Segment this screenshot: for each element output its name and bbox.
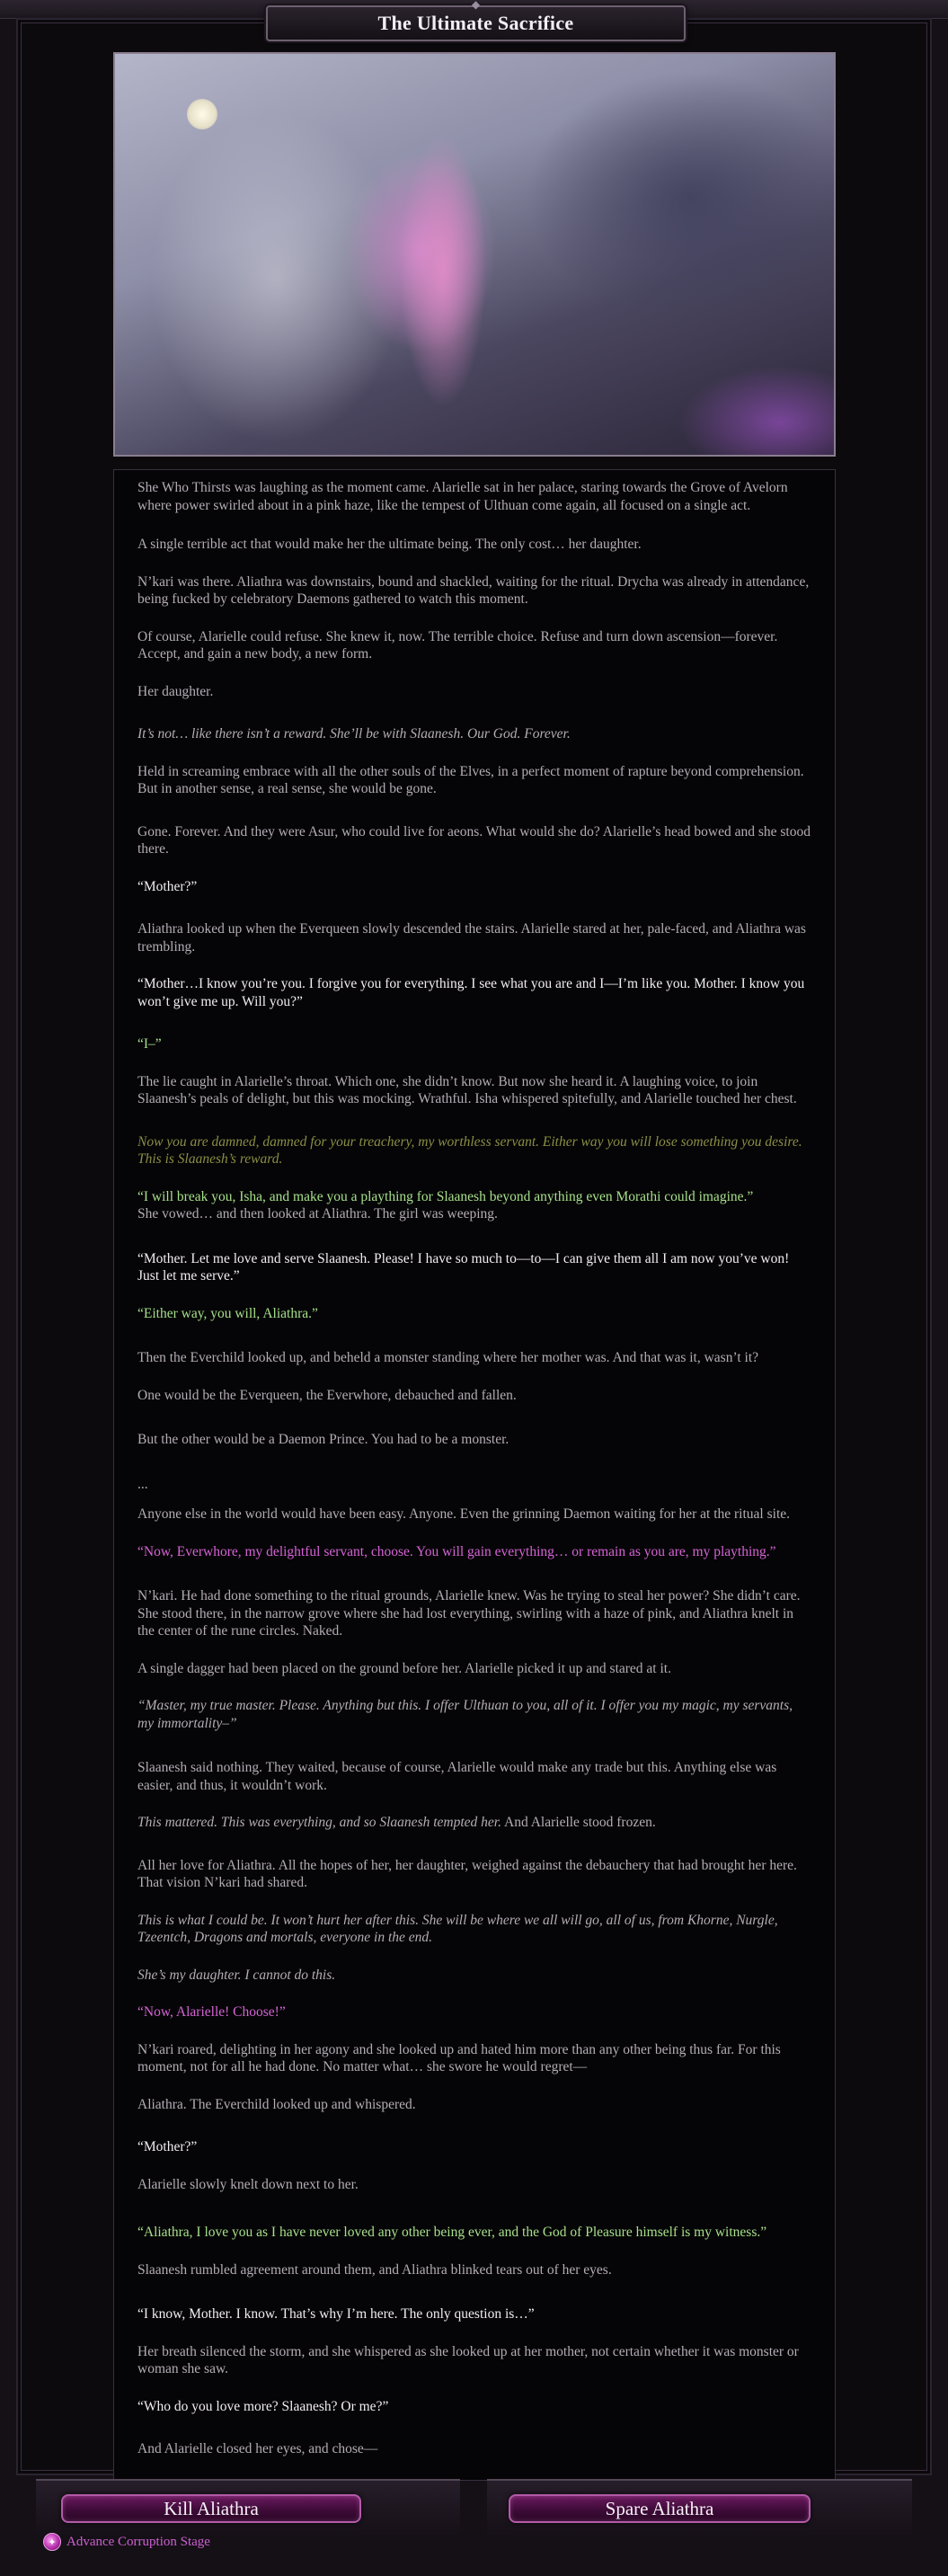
- story-paragraph-text: And Alarielle stood frozen.: [501, 1815, 656, 1830]
- story-paragraph: ...: [137, 1476, 148, 1492]
- story-paragraph: It’s not… like there isn’t a reward. She’ll be with Slaanesh. Our God. Forever.: [137, 726, 571, 742]
- story-paragraph: “Aliathra, I love you as I have never loved any other being ever, and the God of Pleasure himself is my witness.”: [137, 2225, 767, 2240]
- story-paragraph: Then the Everchild looked up, and beheld a monster standing where her mother was. And that was it, wasn’t it?: [137, 1350, 759, 1365]
- story-paragraph: “Now, Everwhore, my delightful servant, choose. You will gain everything… or remain as you are, my plaything.”: [137, 1543, 776, 1559]
- kill-aliathra-button[interactable]: Kill Aliathra: [61, 2494, 361, 2523]
- story-paragraph: “Mother?”: [137, 878, 198, 894]
- moon-shape: [187, 99, 217, 129]
- story-paragraph: [137, 1814, 811, 1832]
- story-paragraph: All her love for Aliathra. All the hopes of her, her daughter, weighed against the debauchery that had brought her here. That vision N’kari had shared.: [137, 1857, 797, 1890]
- story-paragraph: “Mother. Let me love and serve Slaanesh. Please! I have so much to—to—I can give them all I am now you’ve won! Just let me serve.”: [137, 1250, 790, 1284]
- title-ornament-icon: ◆: [471, 0, 481, 11]
- figure-shape: [385, 90, 501, 449]
- story-paragraph: “Either way, you will, Aliathra.”: [137, 1305, 318, 1321]
- story-paragraph: “Master, my true master. Please. Anything but this. I offer Ulthuan to you, all of it. I offer you my magic, my servants, my immortality–”: [137, 1698, 793, 1731]
- story-paragraph: “I will break you, Isha, and make you a plaything for Slaanesh beyond anything even Morathi could imagine.”: [137, 1188, 754, 1204]
- event-illustration: [113, 52, 836, 457]
- story-paragraph: “I–”: [137, 1036, 162, 1052]
- spare-aliathra-button[interactable]: Spare Aliathra: [509, 2494, 811, 2523]
- story-paragraph: Alarielle slowly knelt down next to her.: [137, 2176, 359, 2192]
- story-paragraph-italic: This mattered. This was everything, and so Slaanesh tempted her.: [137, 1815, 501, 1830]
- story-paragraph: Slaanesh rumbled agreement around them, and Aliathra blinked tears out of her eyes.: [137, 2261, 612, 2278]
- story-text-panel: [113, 469, 836, 2481]
- story-paragraph: She’s my daughter. I cannot do this.: [137, 1967, 336, 1983]
- story-paragraph: A single dagger had been placed on the ground before her. Alarielle picked it up and stared at it.: [137, 1660, 671, 1676]
- event-title: The Ultimate Sacrifice: [377, 12, 574, 34]
- story-paragraph: Anyone else in the world would have been easy. Anyone. Even the grinning Daemon waiting for her at the ritual site.: [137, 1506, 791, 1522]
- story-paragraph: She vowed… and then looked at Aliathra. The girl was weeping.: [137, 1206, 498, 1221]
- advance-corruption-label: Advance Corruption Stage: [66, 2534, 210, 2549]
- story-paragraph: But the other would be a Daemon Prince. You had to be a monster.: [137, 1432, 509, 1447]
- story-paragraph: A single terrible act that would make her the ultimate being. The only cost… her daughter.: [137, 537, 642, 552]
- story-paragraph: Aliathra. The Everchild looked up and whispered.: [137, 2096, 416, 2112]
- story-paragraph: Her daughter.: [137, 683, 214, 699]
- story-paragraph: One would be the Everqueen, the Everwhore, debauched and fallen.: [137, 1387, 517, 1403]
- story-paragraph: Aliathra looked up when the Everqueen slowly descended the stairs. Alarielle stared at her, pale-faced, and Aliathra was trembling.: [137, 921, 806, 955]
- story-paragraph: Held in screaming embrace with all the other souls of the Elves, in a perfect moment of rapture beyond comprehension. But in another sense, a real sense, she would be gone.: [137, 763, 804, 796]
- story-paragraph: This is what I could be. It won’t hurt her after this. She will be where we all will go, all of us, from Khorne, Nurgle, Tzeentch, Dragons and mortals, everyone in the end.: [137, 1912, 778, 1945]
- advance-corruption-effect[interactable]: [43, 2531, 210, 2553]
- story-paragraph: Slaanesh said nothing. They waited, because of course, Alarielle would make any trade but this. Anything else was easier, and thus, it wouldn’t work.: [137, 1760, 777, 1793]
- story-paragraph: The lie caught in Alarielle’s throat. Which one, she didn’t know. But now she heard it. A laughing voice, to join Slaanesh’s peals of delight, but this was mocking. Wrathful. Isha whispered spitefully, and Alarielle touched her chest.: [137, 1073, 797, 1106]
- story-paragraph: “I know, Mother. I know. That’s why I’m here. The only question is…”: [137, 2306, 535, 2322]
- story-paragraph: Now you are damned, damned for your treachery, my worthless servant. Either way you will lose something you desire. This is Slaanesh’s reward.: [137, 1133, 802, 1167]
- story-paragraph: N’kari. He had done something to the ritual grounds, Alarielle knew. Was he trying to steal her power? She didn’t care. She stood there, in the narrow grove where she had lost everything, swirling with a haze of pink, and Aliathra knelt in the center of the rune circles. Naked.: [137, 1588, 801, 1639]
- story-paragraph: N’kari roared, delighting in her agony and she looked up and hated him more than any other being thus far. For this moment, not for all he had done. No matter what… she swore he would regret—: [137, 2041, 781, 2074]
- story-paragraph: “Mother…I know you’re you. I forgive you for everything. I see what you are and I—I’m like you. Mother. I know you won’t give me up. Will you?”: [137, 976, 805, 1009]
- story-paragraph: N’kari was there. Aliathra was downstairs, bound and shackled, waiting for the ritual. Drycha was already in attendance, being fucked by celebratory Daemons gathered to watch this moment.: [137, 573, 810, 607]
- story-paragraph: “Who do you love more? Slaanesh? Or me?”: [137, 2398, 389, 2414]
- story-paragraph: Of course, Alarielle could refuse. She knew it, now. The terrible choice. Refuse and turn down ascension—forever. Accept, and gain a new body, a new form.: [137, 628, 778, 662]
- event-title-bar: [266, 0, 686, 41]
- story-paragraph: She Who Thirsts was laughing as the moment came. Alarielle sat in her palace, staring towards the Grove of Avelorn where power swirled about in a pink haze, like the tempest of Ulthuan come again, all focused on a single act.: [137, 480, 788, 513]
- story-paragraph: “Now, Alarielle! Choose!”: [137, 2004, 286, 2020]
- story-paragraph: And Alarielle closed her eyes, and chose—: [137, 2441, 378, 2456]
- corruption-icon: ✦: [43, 2533, 61, 2551]
- story-paragraph: “Mother?”: [137, 2139, 198, 2154]
- story-paragraph: Gone. Forever. And they were Asur, who could live for aeons. What would she do? Alarielle’s head bowed and she stood there.: [137, 823, 811, 857]
- story-paragraph: Her breath silenced the storm, and she whispered as she looked up at her mother, not certain whether it was monster or woman she saw.: [137, 2343, 799, 2376]
